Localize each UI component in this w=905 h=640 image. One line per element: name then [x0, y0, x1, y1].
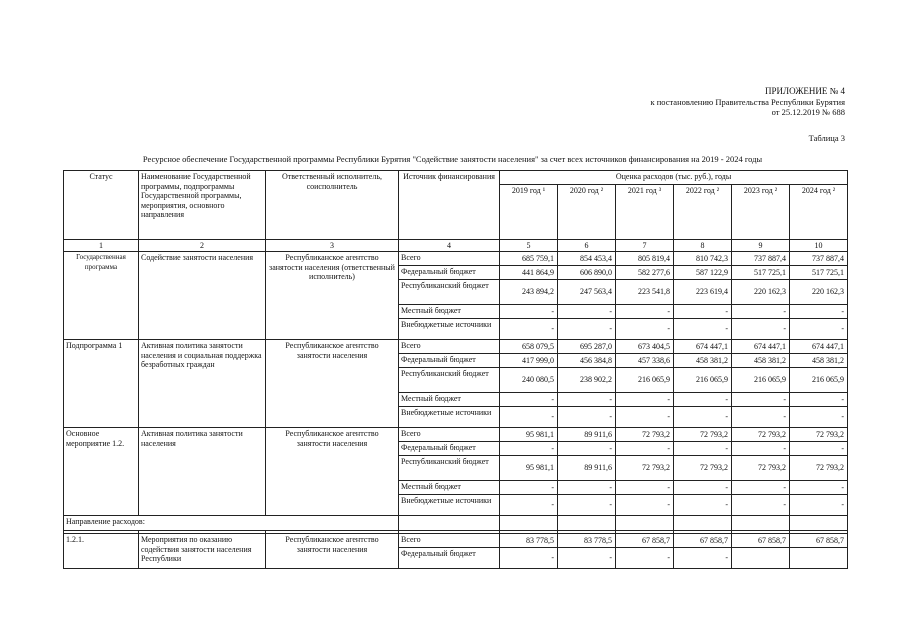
table-row — [64, 252, 848, 266]
row-value: - — [790, 407, 848, 428]
row-source: Федеральный бюджет — [399, 442, 500, 456]
row-value: 658 079,5 — [500, 340, 558, 354]
row-value: - — [674, 548, 732, 569]
empty-cell — [674, 516, 732, 531]
col-number: 3 — [266, 240, 399, 252]
table-row — [64, 340, 848, 354]
row-value: - — [500, 548, 558, 569]
row-source: Всего — [399, 534, 500, 548]
row-value: - — [558, 407, 616, 428]
row-value: - — [790, 495, 848, 516]
row-executor: Республиканское агентство занятости населения — [266, 428, 399, 516]
row-value: - — [616, 548, 674, 569]
row-value: 216 065,9 — [616, 368, 674, 393]
empty-cell — [732, 516, 790, 531]
row-value: - — [732, 442, 790, 456]
col-exec: Ответственный исполнитель, соисполнитель — [266, 171, 399, 240]
col-status: Статус — [64, 171, 139, 240]
col-number: 1 — [64, 240, 139, 252]
direction-row — [64, 516, 848, 531]
row-source: Внебюджетные источники — [399, 319, 500, 340]
col-number: 2 — [139, 240, 266, 252]
row-value: - — [558, 481, 616, 495]
row-value: - — [500, 393, 558, 407]
row-value: 223 619,4 — [674, 280, 732, 305]
empty-cell — [500, 516, 558, 531]
row-value: - — [558, 305, 616, 319]
row-value: - — [558, 495, 616, 516]
row-value: - — [558, 548, 616, 569]
row-value: 67 858,7 — [732, 534, 790, 548]
row-status: 1.2.1. — [64, 534, 139, 569]
row-name: Содействие занятости населения — [139, 252, 266, 340]
row-value: 72 793,2 — [674, 428, 732, 442]
appendix-header — [650, 86, 845, 118]
row-value: - — [500, 305, 558, 319]
row-value: 243 894,2 — [500, 280, 558, 305]
row-name: Мероприятия по оказанию содействия занятости населения Республики — [139, 534, 266, 569]
row-value: - — [732, 407, 790, 428]
row-source: Федеральный бюджет — [399, 354, 500, 368]
row-value: 805 819,4 — [616, 252, 674, 266]
row-value: 72 793,2 — [732, 428, 790, 442]
row-status: Подпрограмма 1 — [64, 340, 139, 428]
row-value: - — [674, 319, 732, 340]
row-value: 737 887,4 — [732, 252, 790, 266]
empty-cell — [790, 516, 848, 531]
row-value: - — [790, 305, 848, 319]
row-value: 72 793,2 — [616, 428, 674, 442]
empty-cell — [399, 516, 500, 531]
row-value: 458 381,2 — [732, 354, 790, 368]
year-2021: 2021 год ³ — [616, 185, 674, 240]
row-value: - — [732, 319, 790, 340]
table-number: Таблица 3 — [808, 133, 845, 143]
row-value: - — [732, 393, 790, 407]
year-2020: 2020 год ² — [558, 185, 616, 240]
row-value: - — [616, 393, 674, 407]
row-value: 240 080,5 — [500, 368, 558, 393]
row-value: 458 381,2 — [674, 354, 732, 368]
year-2024: 2024 год ² — [790, 185, 848, 240]
table-caption: Ресурсное обеспечение Государственной программы Республики Бурятия "Содействие занятости населения" за счет всех источников финансирования на 2019 - 2024 годы — [142, 154, 763, 164]
row-value: - — [674, 305, 732, 319]
row-value: 216 065,9 — [790, 368, 848, 393]
row-source: Внебюджетные источники — [399, 495, 500, 516]
year-2019: 2019 год ¹ — [500, 185, 558, 240]
row-executor: Республиканское агентство занятости населения — [266, 534, 399, 569]
col-number: 9 — [732, 240, 790, 252]
row-value: - — [732, 495, 790, 516]
row-value: - — [616, 319, 674, 340]
appendix-date: от 25.12.2019 № 688 — [771, 107, 845, 117]
row-value: 606 890,0 — [558, 266, 616, 280]
row-value: - — [790, 442, 848, 456]
row-value: 582 277,6 — [616, 266, 674, 280]
row-value: 67 858,7 — [616, 534, 674, 548]
row-value: 95 981,1 — [500, 428, 558, 442]
row-value: 441 864,9 — [500, 266, 558, 280]
row-value: 457 338,6 — [616, 354, 674, 368]
row-value: - — [558, 442, 616, 456]
row-value: 89 911,6 — [558, 456, 616, 481]
row-value: 417 999,0 — [500, 354, 558, 368]
row-value: 220 162,3 — [790, 280, 848, 305]
row-value: 95 981,1 — [500, 456, 558, 481]
row-value: 72 793,2 — [790, 456, 848, 481]
row-source: Местный бюджет — [399, 393, 500, 407]
row-value: 72 793,2 — [790, 428, 848, 442]
col-number: 5 — [500, 240, 558, 252]
row-source: Всего — [399, 428, 500, 442]
row-value: - — [616, 305, 674, 319]
year-2023: 2023 год ² — [732, 185, 790, 240]
row-value: 517 725,1 — [732, 266, 790, 280]
row-value — [790, 548, 848, 569]
empty-cell — [616, 516, 674, 531]
row-value: - — [790, 319, 848, 340]
col-name: Наименование Государственной программы, подпрограммы Государственной программы, мероприятия, основного направления — [139, 171, 266, 240]
row-source: Федеральный бюджет — [399, 266, 500, 280]
row-value: 83 778,5 — [558, 534, 616, 548]
col-number: 6 — [558, 240, 616, 252]
row-value: 223 541,8 — [616, 280, 674, 305]
row-value: - — [732, 481, 790, 495]
row-value: - — [616, 407, 674, 428]
row-value: 220 162,3 — [732, 280, 790, 305]
row-value: - — [558, 393, 616, 407]
row-value: - — [616, 481, 674, 495]
row-value: 685 759,1 — [500, 252, 558, 266]
row-value: - — [500, 319, 558, 340]
row-value: 67 858,7 — [790, 534, 848, 548]
row-value: 737 887,4 — [790, 252, 848, 266]
header-row — [64, 171, 848, 185]
row-source: Местный бюджет — [399, 305, 500, 319]
row-value: - — [500, 442, 558, 456]
row-value: - — [674, 393, 732, 407]
row-value: 72 793,2 — [732, 456, 790, 481]
row-value: 674 447,1 — [674, 340, 732, 354]
row-value: 810 742,3 — [674, 252, 732, 266]
row-value: 89 911,6 — [558, 428, 616, 442]
column-numbers-row — [64, 240, 848, 252]
row-executor: Республиканское агентство занятости населения (ответственный исполнитель) — [266, 252, 399, 340]
table-row — [64, 428, 848, 442]
col-number: 10 — [790, 240, 848, 252]
row-value: 695 287,0 — [558, 340, 616, 354]
row-value: - — [790, 481, 848, 495]
row-value: - — [674, 442, 732, 456]
row-value: 517 725,1 — [790, 266, 848, 280]
row-status: Основное мероприятие 1.2. — [64, 428, 139, 516]
row-value: - — [674, 481, 732, 495]
empty-cell — [558, 516, 616, 531]
row-value: - — [500, 407, 558, 428]
row-value: - — [790, 393, 848, 407]
row-value: - — [732, 305, 790, 319]
row-source: Федеральный бюджет — [399, 548, 500, 569]
row-source: Местный бюджет — [399, 481, 500, 495]
row-name: Активная политика занятости населения и социальная поддержка безработных граждан — [139, 340, 266, 428]
row-value: 216 065,9 — [732, 368, 790, 393]
col-source: Источник финансирования — [399, 171, 500, 240]
row-value: - — [616, 495, 674, 516]
row-value: 458 381,2 — [790, 354, 848, 368]
row-value: - — [500, 481, 558, 495]
year-2022: 2022 год ² — [674, 185, 732, 240]
row-value: - — [500, 495, 558, 516]
appendix-title: ПРИЛОЖЕНИЕ № 4 — [764, 86, 845, 96]
row-value: 674 447,1 — [732, 340, 790, 354]
col-number: 7 — [616, 240, 674, 252]
row-source: Республиканский бюджет — [399, 368, 500, 393]
row-value: 72 793,2 — [674, 456, 732, 481]
row-source: Внебюджетные источники — [399, 407, 500, 428]
row-value: - — [616, 442, 674, 456]
direction-label: Направление расходов: — [64, 516, 399, 531]
row-value: 67 858,7 — [674, 534, 732, 548]
row-value: 673 404,5 — [616, 340, 674, 354]
row-value: 587 122,9 — [674, 266, 732, 280]
row-executor: Республиканское агентство занятости населения — [266, 340, 399, 428]
row-value: 238 902,2 — [558, 368, 616, 393]
row-status: Государственная программа — [64, 252, 139, 340]
table-row — [64, 534, 848, 548]
row-value: - — [674, 495, 732, 516]
row-value: 72 793,2 — [616, 456, 674, 481]
row-value: 854 453,4 — [558, 252, 616, 266]
row-value: 247 563,4 — [558, 280, 616, 305]
col-estimate: Оценка расходов (тыс. руб.), годы — [500, 171, 848, 185]
appendix-decree: к постановлению Правительства Республики Бурятия — [650, 96, 845, 107]
resource-table — [63, 170, 848, 569]
col-number: 8 — [674, 240, 732, 252]
row-value — [732, 548, 790, 569]
row-source: Всего — [399, 340, 500, 354]
row-source: Республиканский бюджет — [399, 456, 500, 481]
row-value: 216 065,9 — [674, 368, 732, 393]
row-value: 83 778,5 — [500, 534, 558, 548]
row-source: Республиканский бюджет — [399, 280, 500, 305]
col-number: 4 — [399, 240, 500, 252]
row-value: 674 447,1 — [790, 340, 848, 354]
row-name: Активная политика занятости населения — [139, 428, 266, 516]
row-value: - — [558, 319, 616, 340]
row-value: 456 384,8 — [558, 354, 616, 368]
row-source: Всего — [399, 252, 500, 266]
row-value: - — [674, 407, 732, 428]
